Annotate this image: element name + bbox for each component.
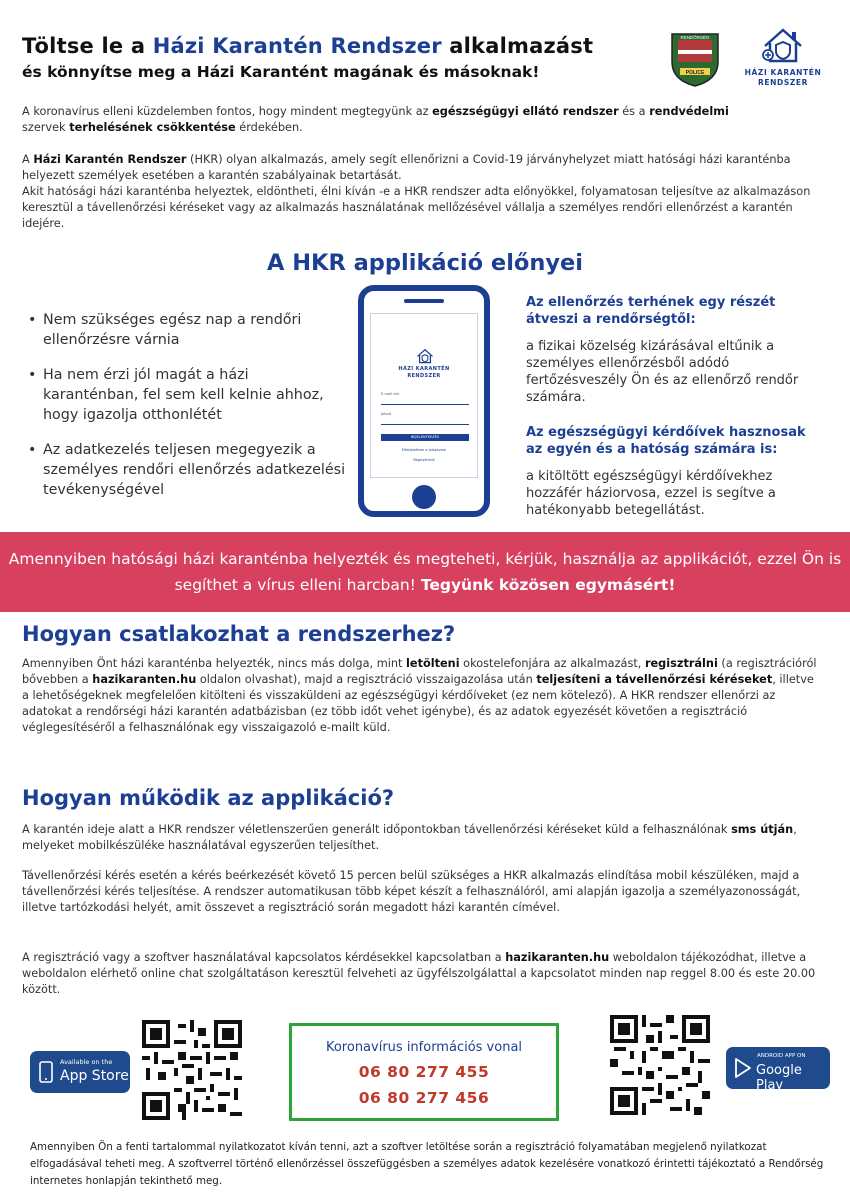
info-line-phone-2[interactable]: 06 80 277 456 <box>358 1089 490 1107</box>
how-link[interactable]: hazikaranten.hu <box>505 951 610 964</box>
badge-bottom-text: POLICE <box>685 70 705 76</box>
google-play-label: Google Play <box>756 1063 802 1093</box>
screen-logo-line2: RENDSZER <box>407 373 441 379</box>
how-paragraph-2: Távellenőrzési kérés esetén a kérés beérkezését követő 15 percen belül szükséges a HKR alkalmazás elindítása mobil készüléken, majd a távellenőrzési kérés teljesítése. A rendszer automatikusan több képet készít a felhasználóról, ami alapján igazolja a személyazonosságát, illetve tartózkodási helyét, amit összevet a regisztráció során megadott házi karantén címével. <box>22 869 801 914</box>
intro-paragraph-1 <box>22 104 822 136</box>
phone-home-button <box>412 485 436 509</box>
intro-text: érdekében. <box>235 121 303 134</box>
house-shield-icon <box>759 26 807 64</box>
list-item: • Ha nem érzi jól magát a házi karanténban, fel sem kell kelnie ahhoz, hogy igazolja otthonlétét <box>28 365 346 425</box>
google-play-small-text: ANDROID APP ON <box>757 1053 806 1059</box>
screen-login-button[interactable]: BEJELENTKEZÉS <box>381 434 469 441</box>
page-title <box>22 34 593 58</box>
call-to-action-band <box>0 532 850 612</box>
how-bold: sms útján <box>731 823 794 836</box>
intro-bold: rendvédelmi <box>649 105 729 118</box>
screen-logo-line1: HÁZI KARANTÉN <box>398 366 450 372</box>
list-item: • Nem szükséges egész nap a rendőri ellenőrzésre várnia <box>28 310 346 350</box>
how-heading: Hogyan működik az applikáció? <box>22 786 395 810</box>
list-item: • Az adatkezelés teljesen megegyezik a személyes rendőri ellenőrzés adatkezelési tevékenységével <box>28 440 346 500</box>
how-text: , melyeket mobilkészüléke használatával egyszerűen teljesíthet. <box>22 823 797 852</box>
join-paragraph <box>22 656 822 736</box>
band-bold-text: Tegyünk közösen egymásért! <box>420 576 676 594</box>
title-highlight: Házi Karantén Rendszer <box>152 34 442 58</box>
join-text: oldalon olvashat), majd a regisztráció visszaigazolása után <box>196 673 537 686</box>
play-triangle-icon <box>734 1057 752 1079</box>
join-bold: regisztrálni <box>644 657 718 670</box>
info-line-title: Koronavírus információs vonal <box>325 1040 523 1055</box>
intro-text: A koronavírus elleni küzdelemben fontos, hogy mindent megtegyünk az <box>22 105 433 118</box>
screen-email-field[interactable] <box>381 404 469 405</box>
info-line-box <box>289 1023 559 1121</box>
app-store-label: App Store <box>60 1068 129 1084</box>
logo-line1: HÁZI KARANTÉN <box>744 68 822 77</box>
how-text: weboldalon tájékozódhat, illetve a weboldalon elérhető online chat szolgáltatáson keresztül felveheti az ügyfélszolgálattal a kapcsolatot minden nap reggel 8.00 és este 20.00 között. <box>22 951 816 996</box>
how-text: A karantén ideje alatt a HKR rendszer véletlenszerűen generált időpontokban távellenőrzési kéréseket küld a felhasználónak <box>22 823 732 836</box>
police-badge-logo <box>668 28 722 88</box>
benefit-heading-2: Az egészségügyi kérdőívek hasznosak az egyén és a hatóság számára is: <box>526 425 806 457</box>
intro-bold: egészségügyi ellátó rendszer <box>432 105 619 118</box>
intro-text: szervek <box>22 121 70 134</box>
badge-top-text: RENDŐRSÉG <box>680 35 710 40</box>
intro-text: és a <box>618 105 650 118</box>
join-text: okostelefonjára az alkalmazást, <box>459 657 645 670</box>
google-play-button[interactable] <box>726 1047 830 1093</box>
benefits-heading: A HKR applikáció előnyei <box>266 250 584 276</box>
join-text: , illetve a lehetőségeknek megfelelően kitölteni és visszaküldeni az egészségügyi kérdőíveket (ez nem kötelező). A HKR rendszer ellenőrzi az adatokat a rendőrségi házi karantén adatbázisban (ez több időt vehet igénybe), és az adatok egyezését követően a regisztráció véglegesítéséről a felhasználónak egy visszaigazoló e-mailt küld. <box>22 673 814 734</box>
qr-code-google-play[interactable] <box>610 1015 710 1115</box>
app-store-button[interactable] <box>30 1051 130 1093</box>
screen-register-link[interactable]: Regisztráció <box>413 458 435 462</box>
logo-line2: RENDSZER <box>758 78 808 87</box>
join-link[interactable]: hazikaranten.hu <box>92 673 197 686</box>
join-bold: letölteni <box>406 657 460 670</box>
screen-forgot-link[interactable]: Elfelejtettem a jelszavam <box>401 448 447 452</box>
benefits-list <box>28 310 346 515</box>
screen-password-label: Jelszó <box>381 412 391 416</box>
house-shield-icon <box>415 348 435 364</box>
join-text: Amennyiben Önt házi karanténba helyezték, nincs más dolga, mint <box>22 657 407 670</box>
benefit-text-2: a kitöltött egészségügyi kérdőívekhez hozzáfér háziorvosa, ezzel is segítve a hatékonyabb betegellátást. <box>526 469 776 518</box>
intro-bold: terhelésének csökkentése <box>69 121 236 134</box>
benefit-heading-1: Az ellenőrzés terhének egy részét átveszi a rendőrségtől: <box>526 295 776 327</box>
phone-illustration <box>358 285 490 517</box>
phone-screen <box>370 313 478 478</box>
join-bold: teljesíteni a távellenőrzési kéréseket <box>536 673 773 686</box>
phone-icon <box>39 1061 53 1083</box>
intro-text: (HKR) olyan alkalmazás, amely segít ellenőrizni a Covid-19 járványhelyzet miatt hatósági házi karanténba helyezett személyek esetében a karantén szabályainak betartását. <box>22 153 791 182</box>
intro-text: Akit hatósági házi karanténba helyeztek, eldöntheti, élni kíván -e a HKR rendszer adta előnyökkel, folyamatosan teljesítve az alkalmazáson keresztül a távellenőrzési kéréseket vagy az alkalmazás használatának mellőzésével vállalja a személyes rendőri ellenőrzést a karantén idejére. <box>22 185 811 230</box>
benefit-text-1: a fizikai közelség kizárásával eltűnik a személyes ellenőrzésből adódó fertőzésveszély Ön és az ellenőrző rendőr számára. <box>526 339 799 405</box>
screen-password-field[interactable] <box>381 424 469 425</box>
info-line-phone-1[interactable]: 06 80 277 455 <box>358 1063 490 1081</box>
intro-text: A <box>22 153 34 166</box>
phone-speaker <box>404 299 444 303</box>
page-subtitle: és könnyítse meg a Házi Karantént magának és másoknak! <box>22 63 540 81</box>
footer-note: Amennyiben Ön a fenti tartalommal nyilatkozatot kíván tenni, azt a szoftver letöltése során a regisztráció folyamatában megjelenő nyilatkozat elfogadásával teheti meg. A szoftverrel történő ellenőrzéssel összefüggésben a személyes adatok kezelésére vonatkozó érintetti tájékoztató a Rendőrség internetes honlapján tekinthető meg. <box>30 1141 824 1187</box>
hkr-logo <box>738 26 828 94</box>
app-store-small-text: Available on the <box>60 1058 113 1066</box>
title-prefix: Töltse le a <box>22 34 153 58</box>
how-text: A regisztráció vagy a szoftver használatával kapcsolatos kérdésekkel kapcsolatban a <box>22 951 506 964</box>
join-heading: Hogyan csatlakozhat a rendszerhez? <box>22 622 456 646</box>
title-suffix: alkalmazást <box>441 34 594 58</box>
intro-paragraph-2 <box>22 152 822 232</box>
screen-email-label: E-mail cím <box>381 392 400 396</box>
join-text: (a regisztrációról bővebben a <box>22 657 817 686</box>
band-text: Amennyiben hatósági házi karanténba helyezték és megteheti, kérjük, használja az applikációt, ezzel Ön is segíthet a vírus elleni harcban! <box>8 550 842 594</box>
intro-bold: Házi Karantén Rendszer <box>33 153 187 166</box>
how-paragraph-3 <box>22 950 822 998</box>
qr-code-app-store[interactable] <box>142 1020 242 1120</box>
how-paragraph-1 <box>22 822 822 854</box>
